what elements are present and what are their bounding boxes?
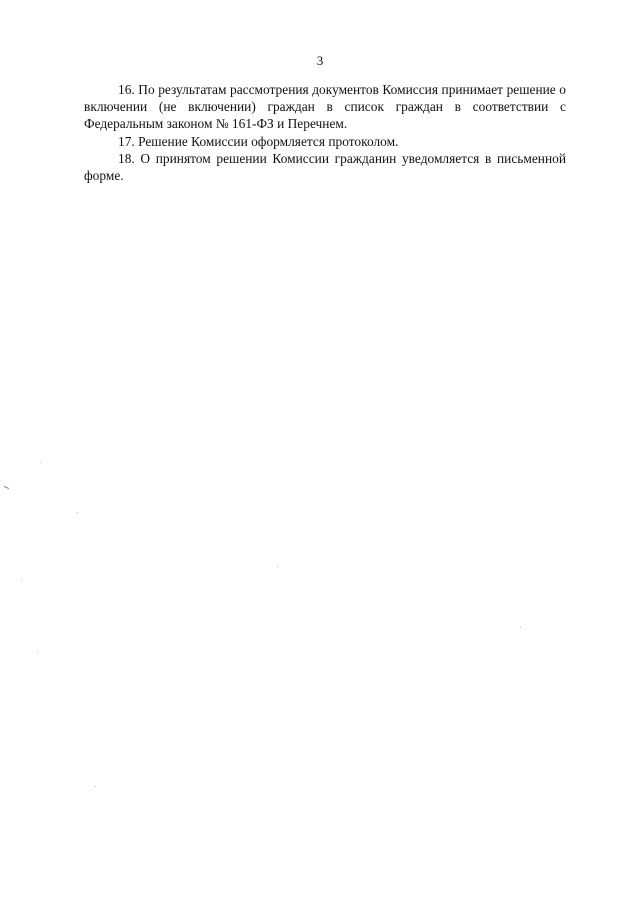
page-number: 3 <box>316 53 324 68</box>
scan-artifact-dot <box>21 579 22 580</box>
scan-artifact-dot <box>37 651 38 652</box>
paragraph-18: 18. О принятом решении Комиссии гражданин уведомляется в письменной форме. <box>84 150 566 184</box>
paragraph-16: 16. По результатам рассмотрения документов Комиссия принимает решение о включении (не включении) граждан в список граждан в соответствии с Федеральным законом № 161-ФЗ и Перечнем. <box>84 82 566 132</box>
scan-artifact-dot <box>95 786 96 787</box>
scan-artifact-dot <box>77 512 78 513</box>
document-body <box>84 81 566 184</box>
scan-artifact-dot <box>520 627 521 628</box>
scan-artifact-dot <box>40 462 41 463</box>
scan-artifact-dot <box>277 566 278 567</box>
paragraph-17: 17. Решение Комиссии оформляется протоколом. <box>118 133 399 149</box>
scan-artifact-mark <box>4 486 9 489</box>
